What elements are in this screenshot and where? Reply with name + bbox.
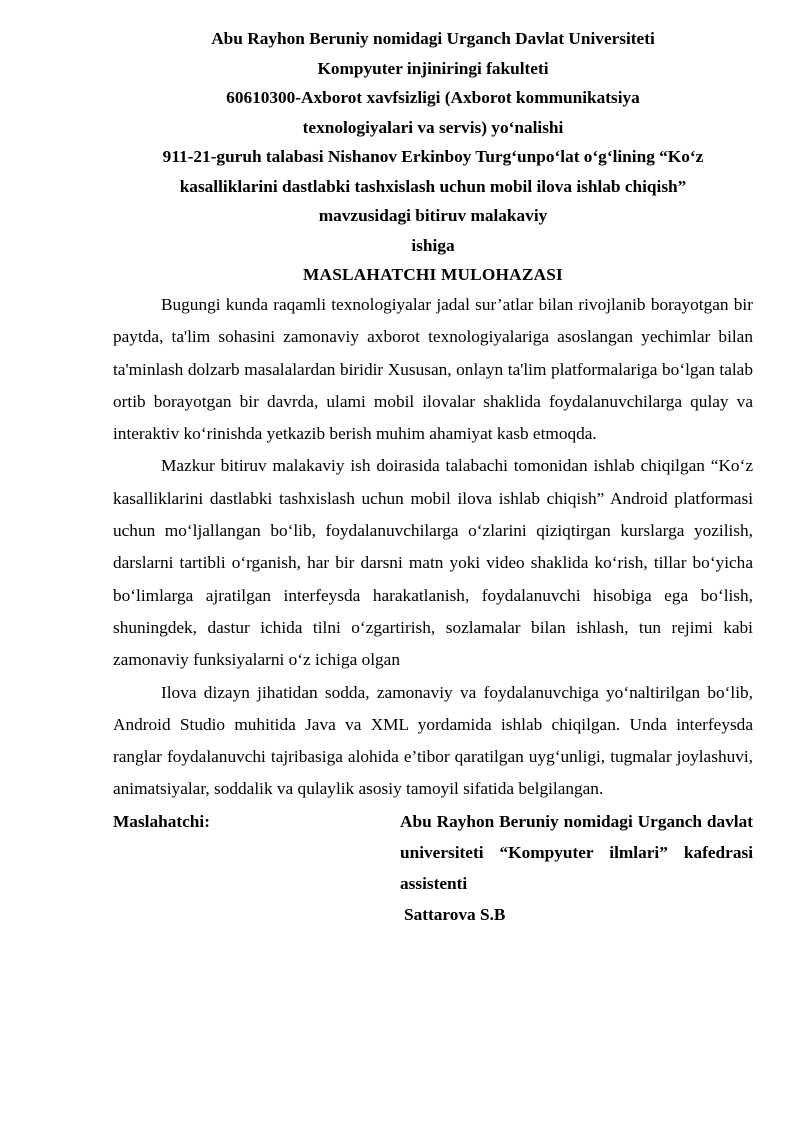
header-specialty-line-2: texnologiyalari va servis) yo‘nalishi [302,117,564,137]
header-thesis-line-1: mavzusidagi bitiruv malakaviy [318,206,548,225]
header-specialty-line-1: 60610300-Axborot xavfsizligi (Axborot kommunikatsiya [226,88,640,107]
document-body [113,289,753,806]
header-thesis-line-2: ishiga [411,235,455,255]
header-faculty: Kompyuter injiniringi fakulteti [317,58,549,78]
signature-label: Maslahatchi: [113,811,210,831]
header-student-line-1: 911-21-guruh talabasi Nishanov Erkinboy Turg‘unpo‘lat o‘g‘lining “Ko‘z [162,147,704,166]
signature-details [400,806,753,930]
header-student-line-2: kasalliklarini dastlabki tashxislash uchun mobil ilova ishlab chiqish” [179,176,687,196]
header-university: Abu Rayhon Beruniy nomidagi Urganch Davlat Universiteti [211,29,655,48]
signature-name: Sattarova S.B [404,904,506,924]
paragraph-3: Ilova dizayn jihatidan sodda, zamonaviy va foydalanuvchiga yo‘naltirilgan bo‘lib, Android Studio muhitida Java va XML yordamida ishlab chiqilgan. Unda interfeysda ranglar foydalanuvchi tajribasiga alohida e’tibor qaratilgan uyg‘unligi, tugmalar joylashuvi, animatsiyalar, soddalik va qulaylik asosiy tamoyil sifatida belgilangan. [113,682,753,799]
document-title: MASLAHATCHI MULOHAZASI [303,265,563,284]
signature-block [113,806,753,936]
document-header [113,24,753,260]
document-page [113,24,753,936]
signature-organization: Abu Rayhon Beruniy nomidagi Urganch davlat universiteti “Kompyuter ilmlari” kafedrasi assistenti [400,811,753,893]
paragraph-1: Bugungi kunda raqamli texnologiyalar jadal sur’atlar bilan rivojlanib borayotgan bir paytda, ta'lim sohasini zamonaviy axborot texnologiyalariga asoslangan yechimlar bilan ta'minlash dolzarb masalalardan biridir Xususan, onlayn ta'lim platformalariga bo‘lgan talab ortib borayotgan bir davrda, ulami mobil ilovalar shaklida foydalanuvchilarga qulay va interaktiv ko‘rinishda yetkazib berish muhim ahamiyat kasb etmoqda. [113,295,753,444]
paragraph-2: Mazkur bitiruv malakaviy ish doirasida talabachi tomonidan ishlab chiqilgan “Ko‘z kasalliklarini dastlabki tashxislash uchun mobil ilova ishlab chiqish” Android platformasi uchun mo‘ljallangan bo‘lib, foydalanuvchilarga o‘zlarini qiziqtirgan kurslarga yozilish, darslarni tartibli o‘rganish, har bir darsni matn yoki video shaklida ko‘rish, tillar bo‘yicha bo‘limlarga ajratilgan interfeysda harakatlanish, foydalanuvchi hisobiga ega bo‘lish, shuningdek, dastur ichida tilni o‘zgartirish, sozlamalar bilan ishlash, tun rejimi kabi zamonaviy funksiyalarni o‘z ichiga olgan [113,456,753,670]
